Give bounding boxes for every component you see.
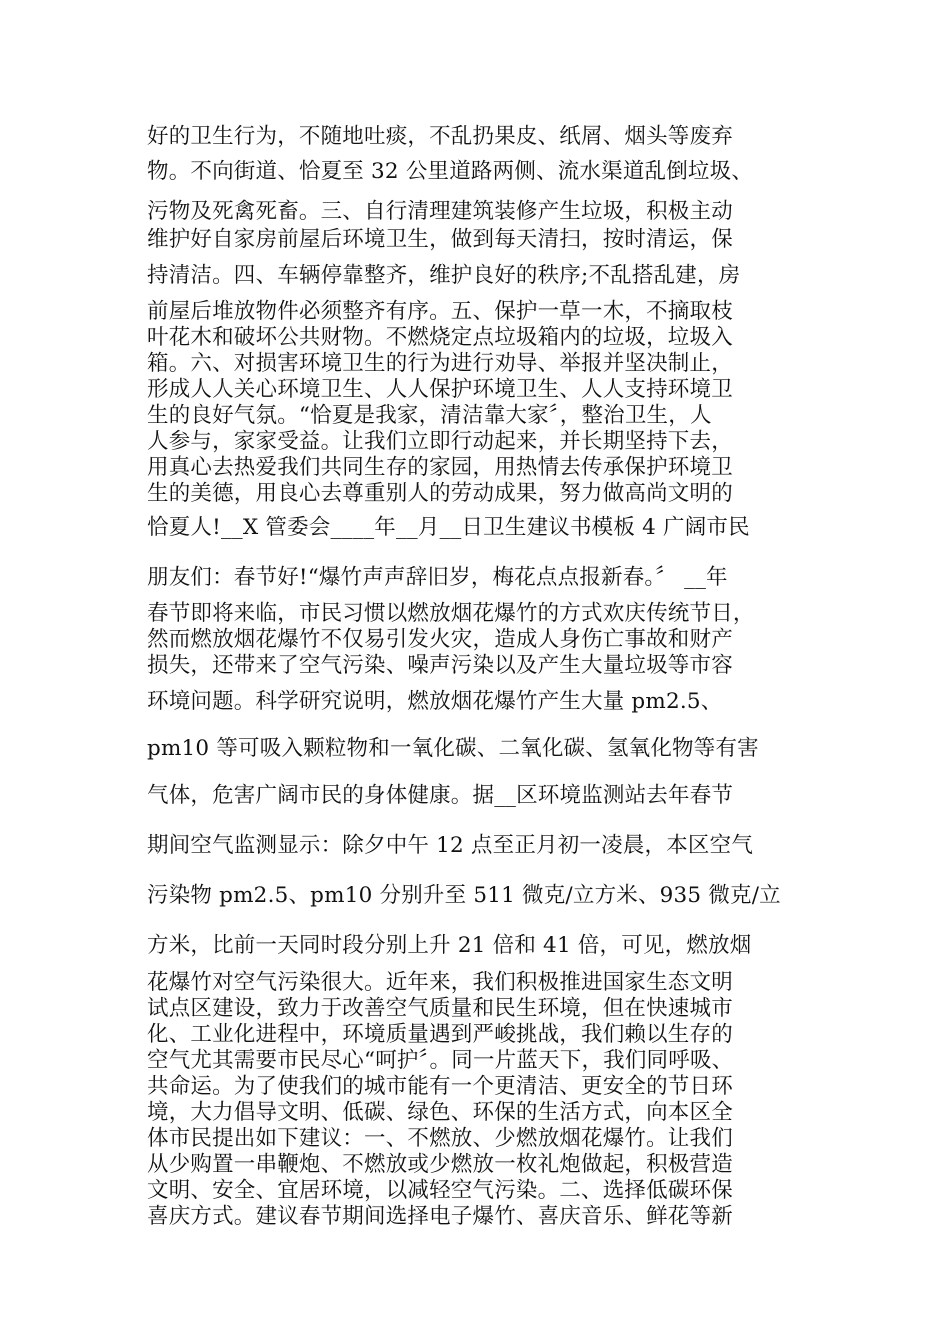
text-line: 喜庆方式。建议春节期间选择电子爆竹、喜庆音乐、鲜花等新 [147,1204,733,1229]
text-line: 共命运。为了使我们的城市能有一个更清洁、更安全的节日环 [147,1074,733,1099]
text-line: 空气尤其需要市民尽心“呵护〞。同一片蓝天下，我们同呼吸、 [147,1048,734,1073]
text-line: 然而燃放烟花爆竹不仅易引发火灾，造成人身伤亡事故和财产 [147,627,733,652]
text-line: 物。不向街道、恰夏至 32 公里道路两侧、流水渠道乱倒垃圾、 [147,159,754,184]
text-line: 体市民提出如下建议：一、不燃放、少燃放烟花爆竹。让我们 [147,1126,733,1151]
text-line: 生的美德，用良心去尊重别人的劳动成果，努力做高尚文明的 [147,481,733,506]
text-line: 污染物 pm2.5、pm10 分别升至 511 微克/立方米、935 微克/立 [147,883,781,908]
text-line: 叶花木和破坏公共财物。不燃烧定点垃圾箱内的垃圾，垃圾入 [147,325,733,350]
text-line: 用真心去热爱我们共同生存的家园，用热情去传承保护环境卫 [147,455,733,480]
text-line: 箱。六、对损害环境卫生的行为进行劝导、举报并坚决制止， [147,351,733,376]
text-line: 好的卫生行为，不随地吐痰，不乱扔果皮、纸屑、烟头等废弃 [147,124,733,149]
text-line: pm10 等可吸入颗粒物和一氧化碳、二氧化碳、氢氧化物等有害 [147,736,759,761]
text-line: 形成人人关心环境卫生、人人保护环境卫生、人人支持环境卫 [147,377,733,402]
text-line: 生的良好气氛。“恰夏是我家，清洁靠大家〞，整治卫生，人 [147,403,712,428]
text-line: 文明、安全、宜居环境，以减轻空气污染。二、选择低碳环保 [147,1178,733,1203]
text-line: 损失，还带来了空气污染、噪声污染以及产生大量垃圾等市容 [147,653,733,678]
text-line: 环境问题。科学研究说明，燃放烟花爆竹产生大量 pm2.5、 [147,689,723,714]
text-line: 试点区建设，致力于改善空气质量和民生环境，但在快速城市 [147,996,733,1021]
text-line: 从少购置一串鞭炮、不燃放或少燃放一枚礼炮做起，积极营造 [147,1152,733,1177]
text-line: 方米，比前一天同时段分别上升 21 倍和 41 倍，可见，燃放烟 [147,933,752,958]
text-line: 朋友们：春节好!“爆竹声声辞旧岁，梅花点点报新春。〞 __年 [147,565,728,590]
text-line: 化、工业化进程中，环境质量遇到严峻挑战，我们赖以生存的 [147,1022,733,1047]
text-line: 气体，危害广阔市民的身体健康。据__区环境监测站去年春节 [147,783,734,808]
text-line: 恰夏人!__X 管委会____年__月__日卫生建议书模板 4 广阔市民 [147,515,750,540]
text-line: 前屋后堆放物件必须整齐有序。五、保护一草一木，不摘取枝 [147,299,733,324]
text-line: 污物及死禽死畜。三、自行清理建筑装修产生垃圾，积极主动 [147,199,733,224]
text-line: 人参与，家家受益。让我们立即行动起来，并长期坚持下去， [147,429,733,454]
text-line: 花爆竹对空气污染很大。近年来，我们积极推进国家生态文明 [147,970,733,995]
text-line: 持清洁。四、车辆停靠整齐，维护良好的秩序;不乱搭乱建，房 [147,263,741,288]
text-line: 维护好自家房前屋后环境卫生，做到每天清扫，按时清运，保 [147,227,733,252]
text-line: 春节即将来临，市民习惯以燃放烟花爆竹的方式欢庆传统节日， [147,601,755,626]
text-line: 境，大力倡导文明、低碳、绿色、环保的生活方式，向本区全 [147,1100,733,1125]
text-line: 期间空气监测显示：除夕中午 12 点至正月初一凌晨，本区空气 [147,833,754,858]
